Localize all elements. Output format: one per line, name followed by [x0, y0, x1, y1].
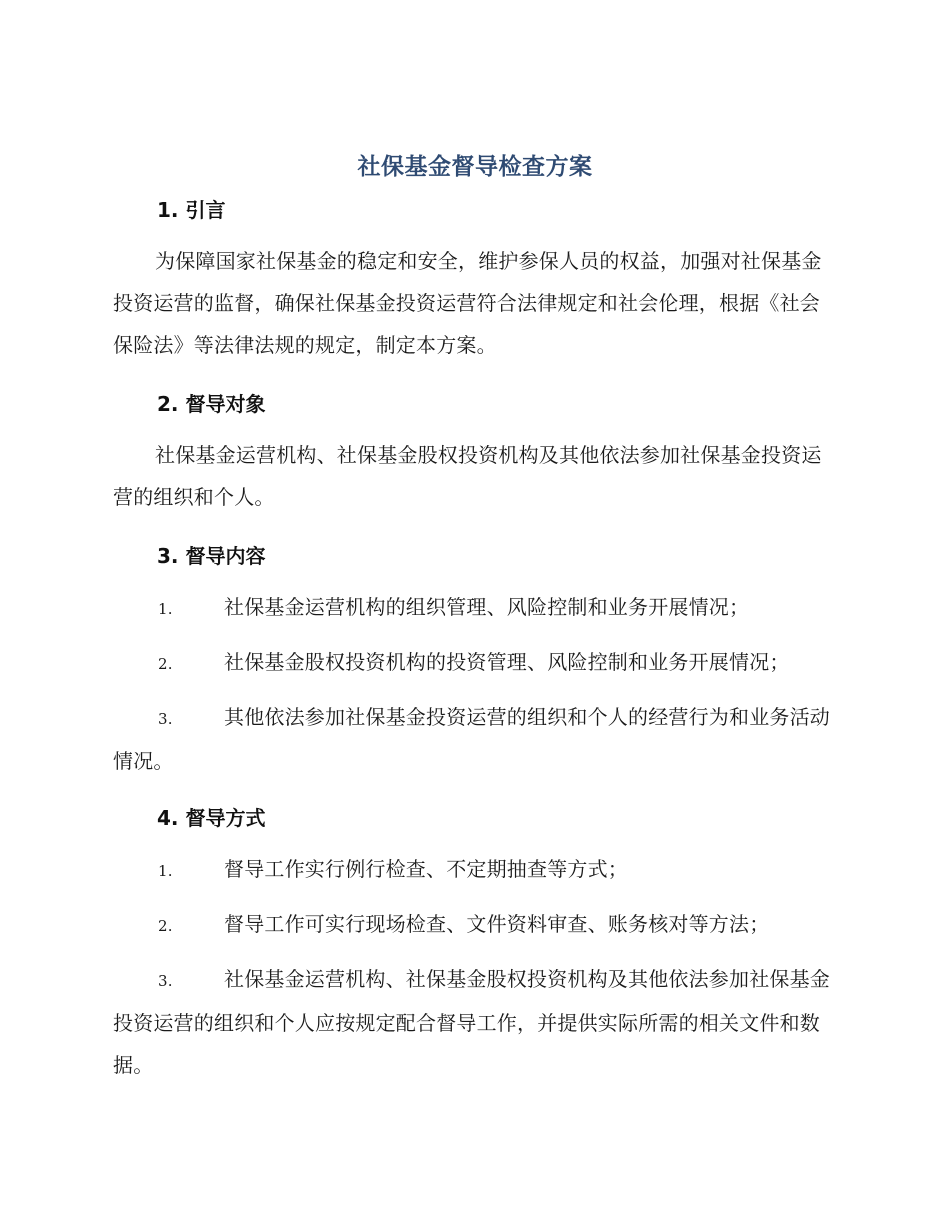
document-title: 社保基金督导检查方案	[357, 154, 593, 180]
list-item-number: 2.	[158, 917, 173, 935]
section-heading-introduction: 1. 引言	[157, 198, 226, 222]
list-item	[113, 696, 833, 782]
list-item-text: 督导工作实行例行检查、不定期抽查等方式；	[224, 857, 628, 881]
section-heading-methods: 4. 督导方式	[157, 806, 266, 830]
list-item-text: 社保基金股权投资机构的投资管理、风险控制和业务开展情况；	[224, 650, 790, 674]
section-heading-content: 3. 督导内容	[157, 544, 266, 568]
list-item-text: 社保基金运营机构、社保基金股权投资机构及其他依法参加社保基金投资运营的组织和个人应按规定配合督导工作，并提供实际所需的相关文件和数据。	[113, 967, 830, 1077]
list-item-number: 1.	[158, 600, 173, 618]
list-item-number: 3.	[158, 972, 173, 990]
list-item-number: 1.	[158, 862, 173, 880]
list-item-number: 2.	[158, 655, 173, 673]
list-item-text: 社保基金运营机构的组织管理、风险控制和业务开展情况；	[224, 595, 750, 619]
section-heading-targets: 2. 督导对象	[157, 392, 266, 416]
list-item	[113, 586, 833, 630]
list-item-text: 督导工作可实行现场检查、文件资料审查、账务核对等方法；	[224, 912, 770, 936]
section-paragraph-introduction: 为保障国家社保基金的稳定和安全，维护参保人员的权益，加强对社保基金投资运营的监督，确保社保基金投资运营符合法律规定和社会伦理，根据《社会保险法》等法律法规的规定，制定本方案。	[113, 249, 822, 357]
list-item-text: 其他依法参加社保基金投资运营的组织和个人的经营行为和业务活动情况。	[113, 705, 830, 773]
list-item	[113, 903, 833, 947]
list-item	[113, 848, 833, 892]
list-item	[113, 958, 833, 1086]
section-paragraph-targets: 社保基金运营机构、社保基金股权投资机构及其他依法参加社保基金投资运营的组织和个人。	[113, 443, 822, 509]
list-item	[113, 641, 833, 685]
list-item-number: 3.	[158, 710, 173, 728]
